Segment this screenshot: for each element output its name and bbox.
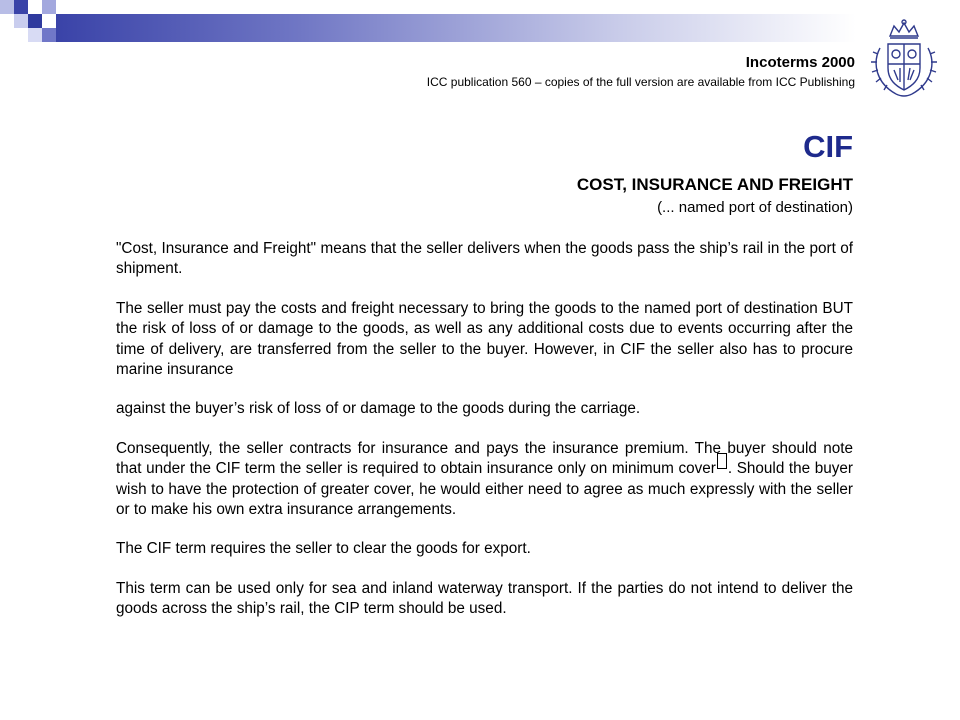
decor-square — [14, 0, 28, 14]
paragraph-costs: The seller must pay the costs and freight necessary to bring the goods to the named port of destination BUT the risk of loss of or damage to the goods, as well as any additional costs due to events occurring after the time of delivery, are transferred from the seller to the buyer. However, in CIF the seller also has to procure marine insurance — [116, 299, 853, 379]
term-description — [116, 239, 853, 639]
decor-square — [14, 14, 28, 28]
decor-square — [42, 28, 56, 42]
insurance-cover-text-b: . Should the buyer wish to have the protection of greater cover, he would either need to agree as much expressly with the seller or to make his own extra insurance arrangements. — [116, 460, 853, 519]
decor-square — [0, 0, 14, 14]
decor-square — [42, 0, 56, 14]
paragraph-export: The CIF term requires the seller to clear the goods for export. — [116, 540, 531, 558]
publication-subtitle: ICC publication 560 – copies of the full version are available from ICC Publishing — [426, 75, 855, 89]
paragraph-definition: "Cost, Insurance and Freight" means that the seller delivers when the goods pass the ship’s rail in the port of shipment. — [116, 240, 853, 278]
decor-square — [28, 28, 42, 42]
paragraph-insurance-cover — [116, 439, 853, 521]
footnote-marker-icon — [717, 453, 727, 469]
term-name-heading: COST, INSURANCE AND FREIGHT — [576, 175, 853, 194]
term-code-heading: CIF — [803, 129, 853, 164]
publication-title: Incoterms 2000 — [745, 54, 855, 71]
paragraph-transport: This term can be used only for sea and inland waterway transport. If the parties do not intend to deliver the goods across the ship’s rail, the CIP term should be used. — [116, 579, 853, 618]
insurance-cover-text-a: Consequently, the seller contracts for insurance and pays the insurance premium. The buyer should note that under the CIF term the seller is required to obtain insurance only on minimum cover — [116, 439, 853, 478]
decor-square — [28, 14, 42, 28]
crest-seal-icon — [866, 18, 942, 100]
term-detail: (... named port of destination) — [657, 199, 853, 216]
header-gradient-bar — [56, 14, 856, 42]
paragraph-insurance-risk: against the buyer’s risk of loss of or damage to the goods during the carriage. — [116, 400, 641, 418]
